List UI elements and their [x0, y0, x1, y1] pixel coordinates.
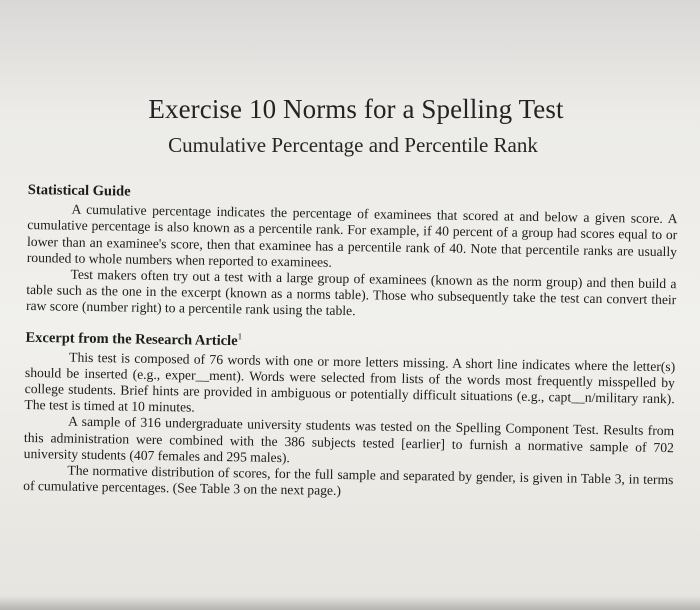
- exercise-subtitle: Cumulative Percentage and Percentile Rank: [168, 133, 538, 157]
- exercise-title: Exercise 10 Norms for a Spelling Test: [148, 94, 564, 124]
- title-block: [0, 92, 700, 159]
- footnote-marker: 1: [237, 330, 243, 342]
- body-text: [23, 182, 678, 505]
- excerpt-paragraph-2: A sample of 316 undergraduate university students was tested on the Spelling Component Test. Results from this administration were combined with the 386 subjects tested [earlier] to furnish a normative sample of 702 university students (407 females and 295 males).: [23, 414, 675, 466]
- guide-paragraph-1: A cumulative percentage indicates the percentage of examinees that scored at and below a given score. A cumulative percentage is also known as a percentile rank. For example, if 40 percent of a group had scores equal to or lower than an examinee's score, then that examinee has a percentile rank of 40. Note that percentile ranks are usually rounded to whole numbers when reported to examinees.: [26, 201, 678, 270]
- excerpt-heading-text: Excerpt from the Research Article: [25, 329, 238, 349]
- excerpt-paragraph-3: The normative distribution of scores, for the full sample and separated by gender, is given in Table 3, in terms of cumulative percentages. (See Table 3 on the next page.): [23, 462, 674, 499]
- statistical-guide-heading: Statistical Guide: [27, 182, 131, 200]
- page-bottom-edge: [0, 596, 700, 610]
- guide-paragraph-2: Test makers often try out a test with a large group of examinees (known as the norm group) and then build a table such as the one in the excerpt (known as a norms table). Those who subsequently take the test can convert their raw score (number right) to a percentile rank using the table.: [25, 266, 677, 319]
- excerpt-paragraph-1: This test is composed of 76 words with one or more letters missing. A short line indicates where the letter(s) should be inserted (e.g., exper__ment). Words were selected from lists of the words most frequently misspelled by college students. Brief hints are provided in ambiguous or potentially difficult situations (e.g., capt__n/military rank). The test is timed at 10 minutes.: [24, 349, 676, 415]
